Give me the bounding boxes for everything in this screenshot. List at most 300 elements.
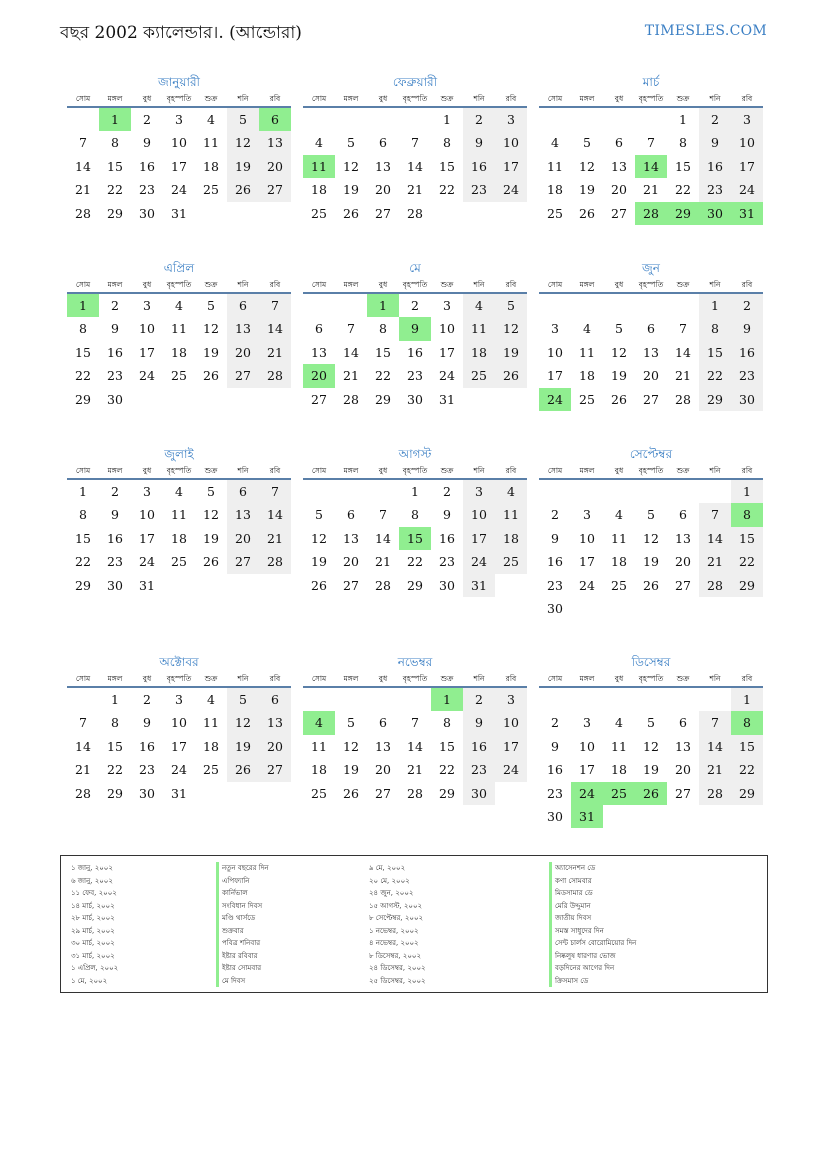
day-cell[interactable]: 5 bbox=[347, 135, 355, 151]
day-cell[interactable]: 24 bbox=[579, 577, 595, 593]
day-cell[interactable]: 6 bbox=[259, 688, 291, 711]
day-cell[interactable]: 17 bbox=[439, 344, 455, 360]
day-cell[interactable]: 17 bbox=[731, 155, 763, 178]
day-cell[interactable]: 24 bbox=[139, 368, 155, 384]
day-cell[interactable]: 10 bbox=[439, 321, 455, 337]
day-cell[interactable]: 7 bbox=[79, 135, 87, 151]
day-cell[interactable]: 13 bbox=[375, 158, 391, 174]
day-cell[interactable]: 6 bbox=[227, 294, 259, 317]
day-cell[interactable]: 1 bbox=[731, 688, 763, 711]
day-cell[interactable]: 25 bbox=[463, 364, 495, 387]
day-cell[interactable]: 10 bbox=[139, 321, 155, 337]
day-cell[interactable]: 12 bbox=[227, 131, 259, 154]
day-cell[interactable]: 12 bbox=[579, 158, 595, 174]
day-cell[interactable]: 9 bbox=[443, 507, 451, 523]
day-cell[interactable]: 26 bbox=[343, 205, 359, 221]
holiday-day-cell[interactable]: 25 bbox=[603, 782, 635, 805]
day-cell[interactable]: 27 bbox=[227, 550, 259, 573]
day-cell[interactable]: 2 bbox=[463, 108, 495, 131]
day-cell[interactable]: 22 bbox=[107, 182, 123, 198]
day-cell[interactable]: 21 bbox=[75, 762, 91, 778]
holiday-day-cell[interactable]: 4 bbox=[303, 711, 335, 734]
day-cell[interactable]: 13 bbox=[643, 344, 659, 360]
day-cell[interactable]: 27 bbox=[675, 577, 691, 593]
day-cell[interactable]: 27 bbox=[675, 785, 691, 801]
site-brand[interactable]: TIMESLES.COM bbox=[644, 23, 767, 39]
day-cell[interactable]: 18 bbox=[311, 762, 327, 778]
day-cell[interactable]: 1 bbox=[411, 484, 419, 499]
day-cell[interactable]: 27 bbox=[611, 205, 627, 221]
holiday-day-cell[interactable]: 9 bbox=[399, 317, 431, 340]
day-cell[interactable]: 23 bbox=[107, 554, 123, 570]
day-cell[interactable]: 2 bbox=[699, 108, 731, 131]
day-cell[interactable]: 4 bbox=[315, 135, 323, 151]
day-cell[interactable]: 23 bbox=[463, 758, 495, 781]
day-cell[interactable]: 26 bbox=[495, 364, 527, 387]
day-cell[interactable]: 1 bbox=[79, 484, 87, 499]
day-cell[interactable]: 6 bbox=[647, 321, 655, 337]
day-cell[interactable]: 22 bbox=[375, 368, 391, 384]
day-cell[interactable]: 23 bbox=[547, 577, 563, 593]
day-cell[interactable]: 4 bbox=[463, 294, 495, 317]
day-cell[interactable]: 13 bbox=[259, 131, 291, 154]
day-cell[interactable]: 19 bbox=[643, 554, 659, 570]
day-cell[interactable]: 8 bbox=[379, 321, 387, 337]
day-cell[interactable]: 28 bbox=[259, 364, 291, 387]
day-cell[interactable]: 14 bbox=[75, 158, 91, 174]
day-cell[interactable]: 2 bbox=[143, 112, 151, 127]
day-cell[interactable]: 15 bbox=[75, 530, 91, 546]
day-cell[interactable]: 26 bbox=[611, 391, 627, 407]
day-cell[interactable]: 28 bbox=[407, 205, 423, 221]
day-cell[interactable]: 11 bbox=[547, 158, 563, 174]
day-cell[interactable]: 23 bbox=[439, 554, 455, 570]
day-cell[interactable]: 20 bbox=[227, 341, 259, 364]
day-cell[interactable]: 2 bbox=[731, 294, 763, 317]
day-cell[interactable]: 13 bbox=[675, 738, 691, 754]
day-cell[interactable]: 21 bbox=[259, 527, 291, 550]
day-cell[interactable]: 8 bbox=[443, 715, 451, 731]
day-cell[interactable]: 26 bbox=[203, 554, 219, 570]
day-cell[interactable]: 10 bbox=[731, 131, 763, 154]
day-cell[interactable]: 4 bbox=[175, 484, 183, 499]
day-cell[interactable]: 20 bbox=[675, 762, 691, 778]
day-cell[interactable]: 22 bbox=[407, 554, 423, 570]
day-cell[interactable]: 12 bbox=[495, 317, 527, 340]
day-cell[interactable]: 17 bbox=[139, 344, 155, 360]
day-cell[interactable]: 18 bbox=[171, 344, 187, 360]
day-cell[interactable]: 13 bbox=[227, 503, 259, 526]
holiday-day-cell[interactable]: 20 bbox=[303, 364, 335, 387]
day-cell[interactable]: 30 bbox=[731, 388, 763, 411]
day-cell[interactable]: 28 bbox=[75, 785, 91, 801]
day-cell[interactable]: 16 bbox=[107, 530, 123, 546]
day-cell[interactable]: 30 bbox=[407, 391, 423, 407]
day-cell[interactable]: 29 bbox=[107, 785, 123, 801]
holiday-day-cell[interactable]: 8 bbox=[731, 711, 763, 734]
holiday-day-cell[interactable]: 31 bbox=[571, 805, 603, 828]
day-cell[interactable]: 31 bbox=[171, 785, 187, 801]
day-cell[interactable]: 30 bbox=[139, 785, 155, 801]
day-cell[interactable]: 19 bbox=[611, 368, 627, 384]
day-cell[interactable]: 14 bbox=[699, 527, 731, 550]
day-cell[interactable]: 8 bbox=[679, 135, 687, 151]
day-cell[interactable]: 8 bbox=[699, 317, 731, 340]
day-cell[interactable]: 25 bbox=[203, 182, 219, 198]
day-cell[interactable]: 12 bbox=[611, 344, 627, 360]
day-cell[interactable]: 16 bbox=[547, 554, 563, 570]
day-cell[interactable]: 9 bbox=[551, 530, 559, 546]
day-cell[interactable]: 16 bbox=[463, 155, 495, 178]
day-cell[interactable]: 16 bbox=[407, 344, 423, 360]
day-cell[interactable]: 22 bbox=[439, 182, 455, 198]
day-cell[interactable]: 3 bbox=[143, 484, 151, 499]
day-cell[interactable]: 5 bbox=[207, 298, 215, 313]
day-cell[interactable]: 10 bbox=[463, 503, 495, 526]
day-cell[interactable]: 25 bbox=[203, 762, 219, 778]
day-cell[interactable]: 17 bbox=[579, 762, 595, 778]
day-cell[interactable]: 4 bbox=[207, 112, 215, 127]
day-cell[interactable]: 11 bbox=[463, 317, 495, 340]
day-cell[interactable]: 17 bbox=[547, 368, 563, 384]
day-cell[interactable]: 24 bbox=[495, 178, 527, 201]
day-cell[interactable]: 19 bbox=[495, 341, 527, 364]
day-cell[interactable]: 17 bbox=[495, 735, 527, 758]
day-cell[interactable]: 15 bbox=[439, 158, 455, 174]
day-cell[interactable]: 4 bbox=[583, 321, 591, 337]
day-cell[interactable]: 13 bbox=[375, 738, 391, 754]
day-cell[interactable]: 3 bbox=[463, 480, 495, 503]
day-cell[interactable]: 7 bbox=[379, 507, 387, 523]
holiday-day-cell[interactable]: 30 bbox=[699, 202, 731, 225]
day-cell[interactable]: 27 bbox=[343, 577, 359, 593]
day-cell[interactable]: 11 bbox=[171, 507, 187, 523]
day-cell[interactable]: 21 bbox=[407, 762, 423, 778]
day-cell[interactable]: 27 bbox=[375, 205, 391, 221]
day-cell[interactable]: 10 bbox=[495, 711, 527, 734]
holiday-day-cell[interactable]: 28 bbox=[635, 202, 667, 225]
day-cell[interactable]: 27 bbox=[643, 391, 659, 407]
day-cell[interactable]: 14 bbox=[259, 317, 291, 340]
day-cell[interactable]: 10 bbox=[495, 131, 527, 154]
day-cell[interactable]: 15 bbox=[699, 341, 731, 364]
day-cell[interactable]: 20 bbox=[375, 182, 391, 198]
day-cell[interactable]: 12 bbox=[643, 530, 659, 546]
holiday-day-cell[interactable]: 1 bbox=[431, 688, 463, 711]
holiday-day-cell[interactable]: 29 bbox=[667, 202, 699, 225]
day-cell[interactable]: 20 bbox=[343, 554, 359, 570]
day-cell[interactable]: 3 bbox=[175, 692, 183, 707]
day-cell[interactable]: 29 bbox=[75, 391, 91, 407]
day-cell[interactable]: 23 bbox=[547, 785, 563, 801]
day-cell[interactable]: 9 bbox=[463, 711, 495, 734]
day-cell[interactable]: 17 bbox=[463, 527, 495, 550]
day-cell[interactable]: 29 bbox=[407, 577, 423, 593]
day-cell[interactable]: 12 bbox=[227, 711, 259, 734]
day-cell[interactable]: 31 bbox=[439, 391, 455, 407]
day-cell[interactable]: 11 bbox=[203, 135, 219, 151]
day-cell[interactable]: 13 bbox=[227, 317, 259, 340]
day-cell[interactable]: 9 bbox=[551, 738, 559, 754]
day-cell[interactable]: 17 bbox=[495, 155, 527, 178]
day-cell[interactable]: 22 bbox=[75, 368, 91, 384]
day-cell[interactable]: 15 bbox=[107, 158, 123, 174]
day-cell[interactable]: 16 bbox=[139, 158, 155, 174]
holiday-day-cell[interactable]: 1 bbox=[99, 108, 131, 131]
day-cell[interactable]: 29 bbox=[439, 785, 455, 801]
day-cell[interactable]: 2 bbox=[143, 692, 151, 707]
day-cell[interactable]: 29 bbox=[107, 205, 123, 221]
day-cell[interactable]: 11 bbox=[171, 321, 187, 337]
day-cell[interactable]: 9 bbox=[111, 507, 119, 523]
day-cell[interactable]: 25 bbox=[311, 785, 327, 801]
day-cell[interactable]: 31 bbox=[171, 205, 187, 221]
holiday-day-cell[interactable]: 1 bbox=[367, 294, 399, 317]
day-cell[interactable]: 29 bbox=[75, 577, 91, 593]
day-cell[interactable]: 31 bbox=[139, 577, 155, 593]
day-cell[interactable]: 2 bbox=[551, 715, 559, 731]
day-cell[interactable]: 20 bbox=[227, 527, 259, 550]
day-cell[interactable]: 12 bbox=[343, 738, 359, 754]
day-cell[interactable]: 8 bbox=[79, 321, 87, 337]
day-cell[interactable]: 13 bbox=[611, 158, 627, 174]
day-cell[interactable]: 4 bbox=[551, 135, 559, 151]
day-cell[interactable]: 6 bbox=[679, 507, 687, 523]
day-cell[interactable]: 24 bbox=[171, 762, 187, 778]
day-cell[interactable]: 27 bbox=[311, 391, 327, 407]
day-cell[interactable]: 1 bbox=[443, 112, 451, 127]
day-cell[interactable]: 2 bbox=[111, 298, 119, 313]
holiday-day-cell[interactable]: 24 bbox=[539, 388, 571, 411]
day-cell[interactable]: 23 bbox=[107, 368, 123, 384]
day-cell[interactable]: 21 bbox=[343, 368, 359, 384]
day-cell[interactable]: 19 bbox=[227, 735, 259, 758]
day-cell[interactable]: 19 bbox=[203, 344, 219, 360]
day-cell[interactable]: 6 bbox=[379, 135, 387, 151]
day-cell[interactable]: 20 bbox=[611, 182, 627, 198]
day-cell[interactable]: 18 bbox=[171, 530, 187, 546]
day-cell[interactable]: 4 bbox=[207, 692, 215, 707]
day-cell[interactable]: 28 bbox=[375, 577, 391, 593]
day-cell[interactable]: 5 bbox=[495, 294, 527, 317]
day-cell[interactable]: 12 bbox=[343, 158, 359, 174]
day-cell[interactable]: 7 bbox=[647, 135, 655, 151]
day-cell[interactable]: 2 bbox=[443, 484, 451, 499]
day-cell[interactable]: 2 bbox=[111, 484, 119, 499]
day-cell[interactable]: 14 bbox=[375, 530, 391, 546]
day-cell[interactable]: 7 bbox=[79, 715, 87, 731]
day-cell[interactable]: 3 bbox=[583, 507, 591, 523]
day-cell[interactable]: 21 bbox=[259, 341, 291, 364]
holiday-day-cell[interactable]: 14 bbox=[635, 155, 667, 178]
day-cell[interactable]: 7 bbox=[259, 294, 291, 317]
day-cell[interactable]: 18 bbox=[203, 738, 219, 754]
day-cell[interactable]: 22 bbox=[75, 554, 91, 570]
day-cell[interactable]: 20 bbox=[375, 762, 391, 778]
holiday-day-cell[interactable]: 11 bbox=[303, 155, 335, 178]
day-cell[interactable]: 15 bbox=[107, 738, 123, 754]
holiday-day-cell[interactable]: 6 bbox=[259, 108, 291, 131]
day-cell[interactable]: 10 bbox=[579, 530, 595, 546]
day-cell[interactable]: 2 bbox=[551, 507, 559, 523]
day-cell[interactable]: 18 bbox=[311, 182, 327, 198]
day-cell[interactable]: 3 bbox=[143, 298, 151, 313]
day-cell[interactable]: 15 bbox=[75, 344, 91, 360]
day-cell[interactable]: 18 bbox=[547, 182, 563, 198]
day-cell[interactable]: 14 bbox=[407, 738, 423, 754]
day-cell[interactable]: 21 bbox=[75, 182, 91, 198]
day-cell[interactable]: 10 bbox=[171, 135, 187, 151]
day-cell[interactable]: 24 bbox=[139, 554, 155, 570]
day-cell[interactable]: 29 bbox=[699, 388, 731, 411]
day-cell[interactable]: 7 bbox=[259, 480, 291, 503]
day-cell[interactable]: 16 bbox=[107, 344, 123, 360]
day-cell[interactable]: 12 bbox=[311, 530, 327, 546]
day-cell[interactable]: 1 bbox=[111, 692, 119, 707]
day-cell[interactable]: 14 bbox=[259, 503, 291, 526]
day-cell[interactable]: 3 bbox=[495, 108, 527, 131]
day-cell[interactable]: 7 bbox=[411, 135, 419, 151]
day-cell[interactable]: 24 bbox=[495, 758, 527, 781]
day-cell[interactable]: 3 bbox=[175, 112, 183, 127]
holiday-day-cell[interactable]: 24 bbox=[571, 782, 603, 805]
day-cell[interactable]: 14 bbox=[407, 158, 423, 174]
day-cell[interactable]: 30 bbox=[139, 205, 155, 221]
day-cell[interactable]: 30 bbox=[547, 600, 563, 616]
day-cell[interactable]: 1 bbox=[699, 294, 731, 317]
day-cell[interactable]: 18 bbox=[579, 368, 595, 384]
day-cell[interactable]: 13 bbox=[259, 711, 291, 734]
day-cell[interactable]: 13 bbox=[311, 344, 327, 360]
day-cell[interactable]: 22 bbox=[107, 762, 123, 778]
day-cell[interactable]: 6 bbox=[227, 480, 259, 503]
day-cell[interactable]: 6 bbox=[315, 321, 323, 337]
day-cell[interactable]: 19 bbox=[343, 182, 359, 198]
day-cell[interactable]: 13 bbox=[343, 530, 359, 546]
day-cell[interactable]: 29 bbox=[731, 782, 763, 805]
holiday-day-cell[interactable]: 1 bbox=[67, 294, 99, 317]
day-cell[interactable]: 22 bbox=[731, 758, 763, 781]
day-cell[interactable]: 8 bbox=[111, 135, 119, 151]
day-cell[interactable]: 23 bbox=[407, 368, 423, 384]
day-cell[interactable]: 21 bbox=[675, 368, 691, 384]
day-cell[interactable]: 19 bbox=[643, 762, 659, 778]
day-cell[interactable]: 25 bbox=[311, 205, 327, 221]
day-cell[interactable]: 19 bbox=[579, 182, 595, 198]
day-cell[interactable]: 1 bbox=[679, 112, 687, 127]
day-cell[interactable]: 26 bbox=[227, 178, 259, 201]
day-cell[interactable]: 3 bbox=[551, 321, 559, 337]
day-cell[interactable]: 28 bbox=[675, 391, 691, 407]
day-cell[interactable]: 27 bbox=[259, 178, 291, 201]
day-cell[interactable]: 29 bbox=[731, 574, 763, 597]
day-cell[interactable]: 21 bbox=[699, 550, 731, 573]
holiday-day-cell[interactable]: 8 bbox=[731, 503, 763, 526]
day-cell[interactable]: 20 bbox=[643, 368, 659, 384]
day-cell[interactable]: 31 bbox=[463, 574, 495, 597]
day-cell[interactable]: 28 bbox=[699, 782, 731, 805]
day-cell[interactable]: 28 bbox=[75, 205, 91, 221]
day-cell[interactable]: 6 bbox=[679, 715, 687, 731]
day-cell[interactable]: 17 bbox=[171, 158, 187, 174]
day-cell[interactable]: 25 bbox=[547, 205, 563, 221]
day-cell[interactable]: 12 bbox=[203, 507, 219, 523]
day-cell[interactable]: 10 bbox=[139, 507, 155, 523]
day-cell[interactable]: 2 bbox=[463, 688, 495, 711]
day-cell[interactable]: 23 bbox=[139, 762, 155, 778]
day-cell[interactable]: 11 bbox=[203, 715, 219, 731]
day-cell[interactable]: 14 bbox=[699, 735, 731, 758]
day-cell[interactable]: 4 bbox=[615, 715, 623, 731]
day-cell[interactable]: 10 bbox=[171, 715, 187, 731]
day-cell[interactable]: 3 bbox=[583, 715, 591, 731]
day-cell[interactable]: 23 bbox=[731, 364, 763, 387]
day-cell[interactable]: 4 bbox=[175, 298, 183, 313]
day-cell[interactable]: 9 bbox=[731, 317, 763, 340]
day-cell[interactable]: 30 bbox=[107, 391, 123, 407]
day-cell[interactable]: 26 bbox=[579, 205, 595, 221]
day-cell[interactable]: 4 bbox=[495, 480, 527, 503]
day-cell[interactable]: 26 bbox=[643, 577, 659, 593]
day-cell[interactable]: 6 bbox=[347, 507, 355, 523]
day-cell[interactable]: 5 bbox=[227, 108, 259, 131]
day-cell[interactable]: 28 bbox=[699, 574, 731, 597]
day-cell[interactable]: 10 bbox=[579, 738, 595, 754]
day-cell[interactable]: 3 bbox=[443, 298, 451, 313]
day-cell[interactable]: 1 bbox=[731, 480, 763, 503]
day-cell[interactable]: 16 bbox=[463, 735, 495, 758]
day-cell[interactable]: 11 bbox=[611, 530, 627, 546]
day-cell[interactable]: 25 bbox=[611, 577, 627, 593]
day-cell[interactable]: 16 bbox=[547, 762, 563, 778]
day-cell[interactable]: 27 bbox=[259, 758, 291, 781]
day-cell[interactable]: 16 bbox=[731, 341, 763, 364]
day-cell[interactable]: 11 bbox=[579, 344, 595, 360]
day-cell[interactable]: 8 bbox=[79, 507, 87, 523]
day-cell[interactable]: 8 bbox=[411, 507, 419, 523]
day-cell[interactable]: 7 bbox=[679, 321, 687, 337]
day-cell[interactable]: 23 bbox=[463, 178, 495, 201]
day-cell[interactable]: 15 bbox=[731, 735, 763, 758]
day-cell[interactable]: 9 bbox=[463, 131, 495, 154]
day-cell[interactable]: 24 bbox=[439, 368, 455, 384]
day-cell[interactable]: 14 bbox=[75, 738, 91, 754]
day-cell[interactable]: 7 bbox=[699, 503, 731, 526]
day-cell[interactable]: 21 bbox=[699, 758, 731, 781]
day-cell[interactable]: 16 bbox=[139, 738, 155, 754]
day-cell[interactable]: 22 bbox=[731, 550, 763, 573]
day-cell[interactable]: 5 bbox=[583, 135, 591, 151]
day-cell[interactable]: 3 bbox=[495, 688, 527, 711]
day-cell[interactable]: 16 bbox=[699, 155, 731, 178]
day-cell[interactable]: 5 bbox=[615, 321, 623, 337]
day-cell[interactable]: 15 bbox=[439, 738, 455, 754]
day-cell[interactable]: 5 bbox=[347, 715, 355, 731]
day-cell[interactable]: 26 bbox=[227, 758, 259, 781]
day-cell[interactable]: 2 bbox=[411, 298, 419, 313]
day-cell[interactable]: 21 bbox=[643, 182, 659, 198]
day-cell[interactable]: 19 bbox=[203, 530, 219, 546]
day-cell[interactable]: 26 bbox=[311, 577, 327, 593]
holiday-day-cell[interactable]: 26 bbox=[635, 782, 667, 805]
day-cell[interactable]: 9 bbox=[143, 135, 151, 151]
day-cell[interactable]: 30 bbox=[463, 782, 495, 805]
day-cell[interactable]: 18 bbox=[203, 158, 219, 174]
day-cell[interactable]: 8 bbox=[443, 135, 451, 151]
day-cell[interactable]: 5 bbox=[315, 507, 323, 523]
day-cell[interactable]: 21 bbox=[407, 182, 423, 198]
day-cell[interactable]: 28 bbox=[407, 785, 423, 801]
